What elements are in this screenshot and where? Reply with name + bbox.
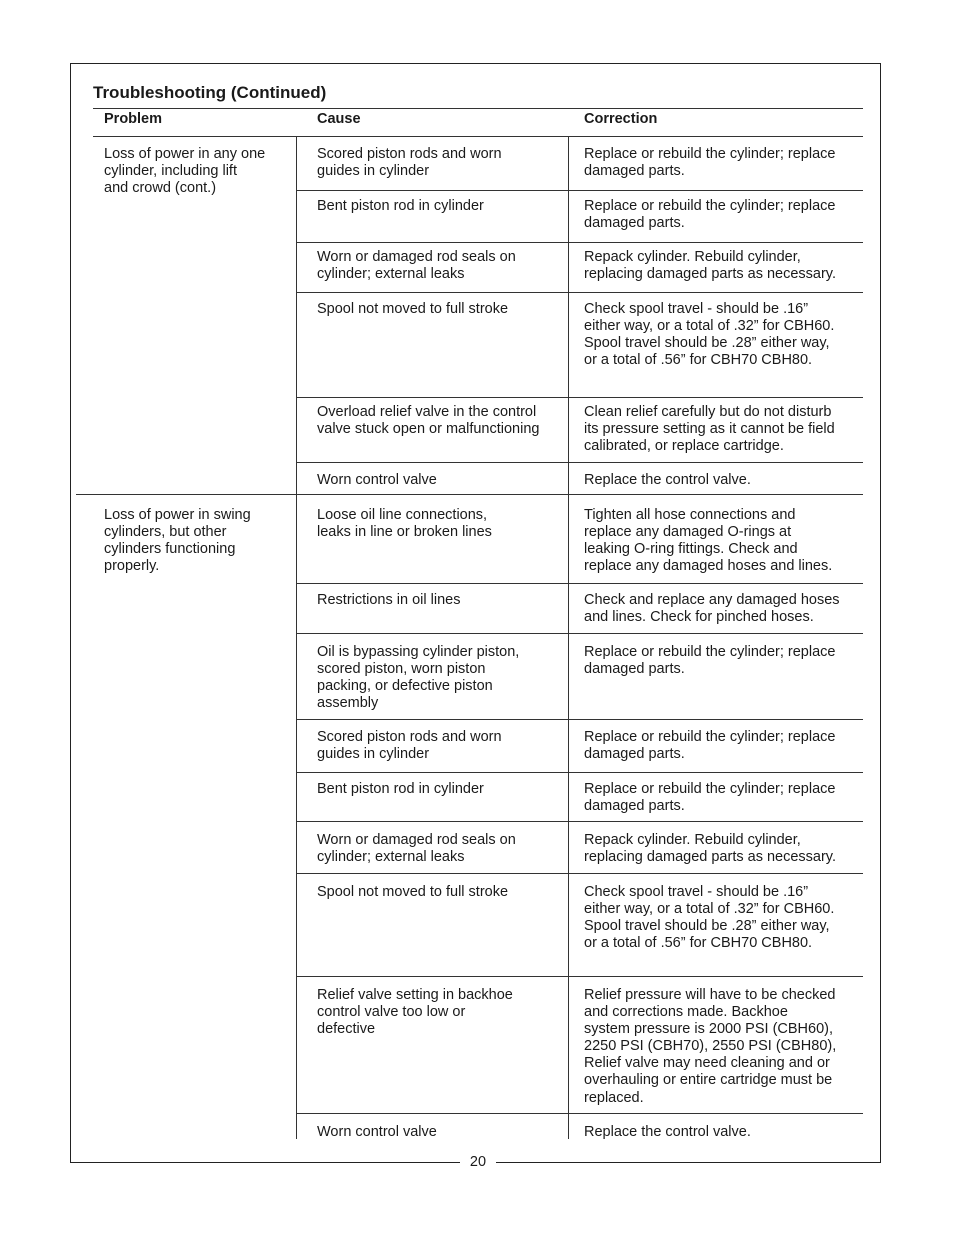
header-rule — [93, 136, 863, 137]
correction-cell: Repack cylinder. Rebuild cylinder, replacing damaged parts as necessary. — [584, 249, 837, 283]
row-separator — [296, 583, 863, 584]
header-cause: Cause — [317, 111, 361, 127]
problem-1: Loss of power in any one cylinder, including lift and crowd (cont.) — [104, 146, 266, 197]
column-divider-problem — [296, 136, 297, 1139]
correction-cell: Check spool travel - should be .16” either way, or a total of .32” for CBH60. Spool travel should be .28” either way, or a total of .56” for CBH70 CBH80. — [584, 884, 835, 952]
cause-cell: Scored piston rods and worn guides in cylinder — [317, 146, 502, 180]
cause-cell: Loose oil line connections, leaks in line or broken lines — [317, 507, 492, 541]
row-separator — [296, 462, 863, 463]
cause-cell: Worn or damaged rod seals on cylinder; external leaks — [317, 249, 516, 283]
correction-cell: Relief pressure will have to be checked and corrections made. Backhoe system pressure is 2000 PSI (CBH60), 2250 PSI (CBH70), 2550 PSI (CBH80), Relief valve may need cleaning and or overhauling or entire cartridge must be replaced. — [584, 987, 837, 1106]
cause-cell: Worn or damaged rod seals on cylinder; external leaks — [317, 832, 516, 866]
page-title: Troubleshooting (Continued) — [93, 83, 327, 102]
cause-cell: Bent piston rod in cylinder — [317, 781, 484, 797]
row-separator — [296, 976, 863, 977]
correction-cell: Clean relief carefully but do not disturb its pressure setting as it cannot be field calibrated, or replace cartridge. — [584, 404, 835, 455]
cause-cell: Worn control valve — [317, 1124, 437, 1140]
row-separator — [296, 292, 863, 293]
cause-cell: Worn control valve — [317, 472, 437, 488]
row-separator — [296, 190, 863, 191]
correction-cell: Replace or rebuild the cylinder; replace damaged parts. — [584, 146, 836, 180]
row-separator — [296, 719, 863, 720]
page-number: 20 — [460, 1154, 496, 1170]
correction-cell: Replace or rebuild the cylinder; replace damaged parts. — [584, 644, 836, 678]
correction-cell: Replace or rebuild the cylinder; replace damaged parts. — [584, 781, 836, 815]
row-separator — [296, 873, 863, 874]
problem-2: Loss of power in swing cylinders, but other cylinders functioning properly. — [104, 507, 251, 575]
row-separator — [296, 242, 863, 243]
cause-cell: Scored piston rods and worn guides in cylinder — [317, 729, 502, 763]
title-rule — [93, 108, 863, 109]
correction-cell: Check and replace any damaged hoses and lines. Check for pinched hoses. — [584, 592, 840, 626]
row-separator — [296, 772, 863, 773]
column-divider-cause — [568, 136, 569, 1139]
row-separator — [296, 633, 863, 634]
cause-cell: Bent piston rod in cylinder — [317, 198, 484, 214]
row-separator — [296, 821, 863, 822]
correction-cell: Tighten all hose connections and replace any damaged O-rings at leaking O-ring fittings. Check and replace any damaged hoses and lines. — [584, 507, 833, 575]
cause-cell: Restrictions in oil lines — [317, 592, 461, 608]
correction-cell: Replace or rebuild the cylinder; replace damaged parts. — [584, 198, 836, 232]
correction-cell: Replace the control valve. — [584, 1124, 751, 1140]
correction-cell: Replace or rebuild the cylinder; replace damaged parts. — [584, 729, 836, 763]
cause-cell: Spool not moved to full stroke — [317, 301, 509, 317]
cause-cell: Oil is bypassing cylinder piston, scored piston, worn piston packing, or defective piston assembly — [317, 644, 520, 712]
header-correction: Correction — [584, 111, 658, 127]
cause-cell: Relief valve setting in backhoe control valve too low or defective — [317, 987, 513, 1038]
row-separator — [296, 1113, 863, 1114]
correction-cell: Replace the control valve. — [584, 472, 751, 488]
header-problem: Problem — [104, 111, 163, 127]
correction-cell: Check spool travel - should be .16” either way, or a total of .32” for CBH60. Spool travel should be .28” either way, or a total of .56” for CBH70 CBH80. — [584, 301, 835, 369]
problem-group-separator — [76, 494, 863, 495]
cause-cell: Overload relief valve in the control valve stuck open or malfunctioning — [317, 404, 540, 438]
correction-cell: Repack cylinder. Rebuild cylinder, replacing damaged parts as necessary. — [584, 832, 837, 866]
cause-cell: Spool not moved to full stroke — [317, 884, 509, 900]
row-separator — [296, 397, 863, 398]
